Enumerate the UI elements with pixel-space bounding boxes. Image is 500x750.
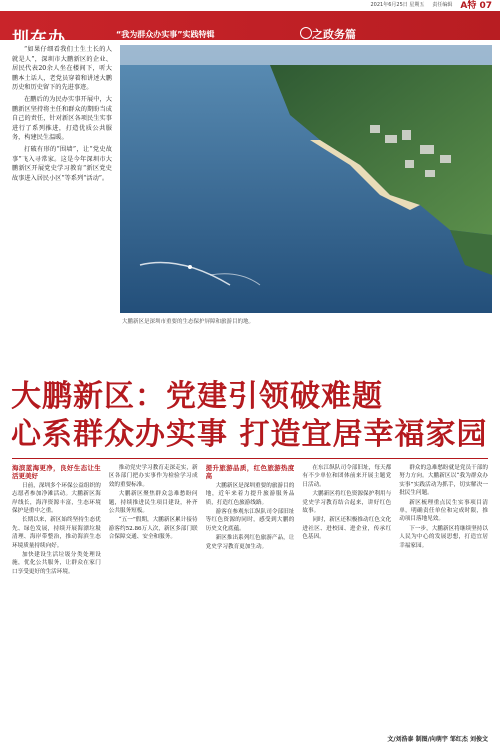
- headline-line-1: 大鹏新区：党建引领破难题: [11, 379, 383, 414]
- headline-line-2: 心系群众办实事 打造宜居幸福家园: [11, 417, 488, 452]
- column-title: 之政务篇: [312, 28, 356, 41]
- column-subhead: 海滨蓝海更净，良好生态让生活更美好: [12, 464, 101, 481]
- body-column: [109, 464, 198, 732]
- publish-date: 2021年6月25日 星期五: [370, 2, 425, 8]
- body-paragraph: 游客在参观东江纵队司令部旧址等红色资源的同时，感受到大鹏的历史文化底蕴。: [205, 509, 295, 532]
- body-paragraph: 长期以来，新区始终坚持生态优先、绿色发展，持续开展海漂垃圾清理、海岸带整治，推动海滨生态环境质量持续向好。: [12, 517, 101, 549]
- page-number: A特 07: [460, 1, 492, 11]
- headline-divider: [12, 458, 488, 459]
- aerial-photo: [120, 45, 492, 313]
- body-paragraph: 加快建设生活垃圾分类处理设施，优化公共服务，让群众在家门口享受更好的生活环境。: [12, 552, 101, 575]
- body-paragraph: 群众的急难愁盼就是党员干部的努力方向。大鹏新区以“我为群众办实事”实践活动为抓手，切实解决一批民生问题。: [399, 465, 488, 497]
- lead-paragraph: 打破有形的“围墙”，让“党史故事”飞入寻常家。这是今年深圳市大鹏新区开展党史学习教育“新区党史故事进入居民小区”等系列“活动”。: [12, 145, 112, 182]
- section-title: 圳在办: [12, 29, 66, 49]
- body-paragraph: 在东江纵队司令部旧址，每天都有不少单位和团体前来开展主题党日活动。: [302, 465, 392, 488]
- body-column: [12, 464, 101, 732]
- article-body: [12, 464, 488, 732]
- coastline-illustration: [120, 45, 492, 313]
- lead-paragraph: “如果仔细看我们土生土长的人就是人”，深圳市大鹏新区的企业、居民代表20余人坐在楼间下，听大鹏本土话人，老党员穿着和讲述大鹏历史和历史留下的先进事迹。: [12, 46, 112, 92]
- body-paragraph: 大鹏新区将红色资源保护利用与党史学习教育结合起来，讲好红色故事。: [302, 491, 392, 515]
- body-paragraph: 新区推出系列红色旅游产品，让党史学习教育更加生动。: [205, 535, 295, 550]
- body-paragraph: 下一步，大鹏新区将继续坚持以人民为中心的发展思想，打造宜居幸福家园。: [399, 525, 488, 549]
- body-paragraph: “五一”假期，大鹏新区累计接待游客约52.86万人次，新区多部门联合保障交通、安全和服务。: [108, 517, 198, 541]
- body-paragraph: 同时，新区还积极推动红色文化进社区、进校园、进企业，传承红色基因。: [302, 517, 392, 541]
- photo-caption: 大鹏新区是深圳市重要的生态保护屏障和旅游目的地。: [122, 319, 255, 325]
- masthead-info-strip: [8, 1, 492, 11]
- byline: 文/刘浩泰 制图/向萌宇 邹红杰 刘俊文: [387, 736, 488, 743]
- body-column: [302, 464, 391, 732]
- column-subhead: 提升旅游品质，红色旅游热度高: [205, 464, 295, 481]
- masthead: [0, 0, 500, 49]
- body-paragraph: 日前，深圳多个环保公益组织的志愿者参加净滩活动。大鹏新区海岸线长，海洋资源丰富，生态环境保护是重中之重。: [12, 482, 101, 515]
- section-banner: [0, 11, 500, 49]
- lead-paragraph: 在鹏后的为民办实事开展中，大鹏新区坚持将主任和群众的期盼当成自己的责任，针对新区各项民生实事进行了系列推进，打造优质公共服务，构建民生温暖。: [12, 95, 112, 142]
- body-column: [206, 464, 295, 732]
- body-paragraph: 大鹏新区聚焦群众急难愁盼问题，持续推进民生项目建设，补齐公共服务短板。: [108, 491, 198, 515]
- body-paragraph: 大鹏新区是深圳重要的旅游目的地，近年来着力提升旅游服务品质，打造红色旅游线路。: [205, 482, 295, 506]
- seal-icon: [300, 27, 312, 39]
- body-column: [399, 464, 488, 732]
- lead-article: [12, 45, 112, 435]
- editor-label: 责任编辑: [432, 2, 453, 8]
- body-paragraph: 推动党史学习教育走深走实，新区各部门把办实事作为检验学习成效的重要标准。: [108, 465, 198, 488]
- campaign-title: “我为群众办实事”实践特辑: [116, 30, 215, 39]
- body-paragraph: 新区梳理重点民生实事项目清单，明确责任单位和完成时限，推动项目落地见效。: [399, 499, 488, 523]
